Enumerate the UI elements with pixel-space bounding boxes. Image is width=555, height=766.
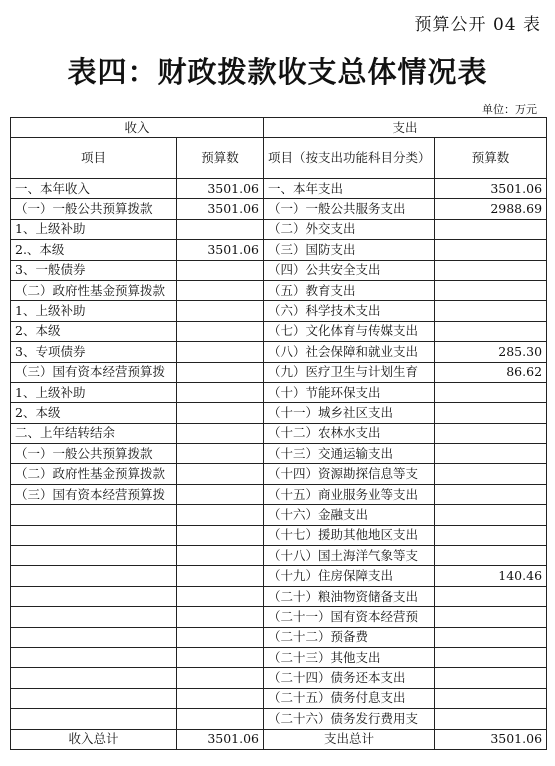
income-item-cell [11, 505, 177, 525]
income-item-cell: 1、上级补助 [11, 301, 177, 321]
expense-value-cell [435, 403, 547, 423]
income-item-cell: 3、一般债券 [11, 260, 177, 280]
expense-value-cell [435, 586, 547, 606]
table-row [11, 403, 547, 423]
expense-value-cell [435, 464, 547, 484]
expense-value-cell: 285.30 [435, 342, 547, 362]
income-value-cell: 3501.06 [177, 240, 264, 260]
expense-value-cell: 140.46 [435, 566, 547, 586]
income-item-cell [11, 546, 177, 566]
income-value-cell [177, 362, 264, 382]
expense-value-cell [435, 240, 547, 260]
table-row [11, 179, 547, 199]
income-value-cell: 3501.06 [177, 179, 264, 199]
expense-item-cell: （十二）农林水支出 [264, 423, 435, 443]
table-row [11, 342, 547, 362]
expense-item-cell: （十）节能环保支出 [264, 382, 435, 402]
income-value-cell [177, 260, 264, 280]
income-group-header: 收入 [11, 118, 264, 138]
expense-item-cell: 一、本年支出 [264, 179, 435, 199]
expense-value-cell [435, 301, 547, 321]
income-value-cell [177, 280, 264, 300]
expense-item-cell: （十四）资源勘探信息等支 [264, 464, 435, 484]
expense-value-cell [435, 484, 547, 504]
income-item-cell [11, 688, 177, 708]
expense-value-cell [435, 607, 547, 627]
expense-total-value: 3501.06 [435, 729, 547, 749]
expense-item-header: 项目（按支出功能科目分类） [264, 138, 435, 179]
table-row [11, 464, 547, 484]
table-row [11, 280, 547, 300]
table-row [11, 668, 547, 688]
income-value-cell [177, 688, 264, 708]
income-item-cell: 2、本级 [11, 403, 177, 423]
expense-item-cell: （十五）商业服务业等支出 [264, 484, 435, 504]
expense-value-cell [435, 260, 547, 280]
table-row [11, 709, 547, 729]
table-row [11, 546, 547, 566]
expense-budget-header: 预算数 [435, 138, 547, 179]
table-row [11, 240, 547, 260]
expense-item-cell: （二十）粮油物资储备支出 [264, 586, 435, 606]
table-row [11, 647, 547, 667]
income-item-cell [11, 709, 177, 729]
income-value-cell [177, 484, 264, 504]
expense-item-cell: （十一）城乡社区支出 [264, 403, 435, 423]
expense-item-cell: （五）教育支出 [264, 280, 435, 300]
income-value-cell [177, 321, 264, 341]
income-item-cell: 2.、本级 [11, 240, 177, 260]
table-row [11, 607, 547, 627]
expense-item-cell: （二十二）预备费 [264, 627, 435, 647]
expense-value-cell [435, 647, 547, 667]
table-row [11, 362, 547, 382]
expense-item-cell: （二十六）债务发行费用支 [264, 709, 435, 729]
income-item-cell [11, 586, 177, 606]
expense-value-cell [435, 709, 547, 729]
income-item-cell: 2、本级 [11, 321, 177, 341]
income-item-cell [11, 627, 177, 647]
income-value-cell [177, 668, 264, 688]
expense-item-cell: （十三）交通运输支出 [264, 444, 435, 464]
income-budget-header: 预算数 [177, 138, 264, 179]
income-value-cell [177, 709, 264, 729]
budget-table [10, 117, 547, 750]
expense-group-header: 支出 [264, 118, 547, 138]
table-row [11, 260, 547, 280]
expense-value-cell [435, 505, 547, 525]
total-row [11, 729, 547, 749]
expense-item-cell: （二十三）其他支出 [264, 647, 435, 667]
income-item-cell [11, 525, 177, 545]
expense-value-cell [435, 546, 547, 566]
income-value-cell [177, 586, 264, 606]
income-value-cell [177, 525, 264, 545]
expense-value-cell [435, 627, 547, 647]
income-item-header: 项目 [11, 138, 177, 179]
expense-item-cell: （十七）援助其他地区支出 [264, 525, 435, 545]
table-row [11, 423, 547, 443]
income-item-cell [11, 668, 177, 688]
expense-item-cell: （四）公共安全支出 [264, 260, 435, 280]
income-item-cell: （一）一般公共预算拨款 [11, 199, 177, 219]
income-value-cell [177, 566, 264, 586]
expense-value-cell [435, 668, 547, 688]
income-total-value: 3501.06 [177, 729, 264, 749]
income-item-cell [11, 647, 177, 667]
income-item-cell: 二、上年结转结余 [11, 423, 177, 443]
expense-value-cell [435, 688, 547, 708]
income-value-cell [177, 219, 264, 239]
table-row [11, 688, 547, 708]
table-row [11, 321, 547, 341]
expense-item-cell: （七）文化体育与传媒支出 [264, 321, 435, 341]
column-header-row [11, 138, 547, 179]
income-total-label: 收入总计 [11, 729, 177, 749]
expense-value-cell [435, 321, 547, 341]
table-row [11, 586, 547, 606]
income-item-cell: 1、上级补助 [11, 219, 177, 239]
table-row [11, 199, 547, 219]
income-item-cell: （一）一般公共预算拨款 [11, 444, 177, 464]
expense-value-cell: 86.62 [435, 362, 547, 382]
income-value-cell [177, 505, 264, 525]
document-number: 预算公开 04 表 [414, 15, 541, 35]
income-value-cell [177, 627, 264, 647]
table-row [11, 525, 547, 545]
income-item-cell: 3、专项债券 [11, 342, 177, 362]
expense-item-cell: （二）外交支出 [264, 219, 435, 239]
expense-item-cell: （六）科学技术支出 [264, 301, 435, 321]
income-value-cell: 3501.06 [177, 199, 264, 219]
expense-item-cell: （十九）住房保障支出 [264, 566, 435, 586]
income-value-cell [177, 607, 264, 627]
expense-item-cell: （二十五）债务付息支出 [264, 688, 435, 708]
table-row [11, 444, 547, 464]
table-row [11, 301, 547, 321]
income-value-cell [177, 301, 264, 321]
expense-item-cell: （二十四）债务还本支出 [264, 668, 435, 688]
income-value-cell [177, 464, 264, 484]
income-value-cell [177, 423, 264, 443]
expense-value-cell [435, 382, 547, 402]
table-body [11, 179, 547, 730]
expense-value-cell [435, 444, 547, 464]
expense-value-cell: 3501.06 [435, 179, 547, 199]
income-item-cell: 1、上级补助 [11, 382, 177, 402]
expense-total-label: 支出总计 [264, 729, 435, 749]
income-item-cell [11, 566, 177, 586]
income-value-cell [177, 342, 264, 362]
table-row [11, 382, 547, 402]
group-header-row [11, 118, 547, 138]
table-row [11, 484, 547, 504]
expense-item-cell: （一）一般公共服务支出 [264, 199, 435, 219]
expense-value-cell [435, 423, 547, 443]
table-row [11, 219, 547, 239]
expense-item-cell: （二十一）国有资本经营预 [264, 607, 435, 627]
income-value-cell [177, 382, 264, 402]
table-row [11, 627, 547, 647]
table-row [11, 505, 547, 525]
expense-item-cell: （八）社会保障和就业支出 [264, 342, 435, 362]
income-value-cell [177, 546, 264, 566]
expense-item-cell: （十八）国土海洋气象等支 [264, 546, 435, 566]
income-item-cell: 一、本年收入 [11, 179, 177, 199]
expense-value-cell [435, 280, 547, 300]
expense-item-cell: （九）医疗卫生与计划生育 [264, 362, 435, 382]
income-item-cell [11, 607, 177, 627]
income-item-cell: （三）国有资本经营预算拨 [11, 362, 177, 382]
income-value-cell [177, 444, 264, 464]
page-title: 表四：财政拨款收支总体情况表 [67, 55, 488, 89]
expense-item-cell: （十六）金融支出 [264, 505, 435, 525]
expense-item-cell: （三）国防支出 [264, 240, 435, 260]
unit-label: 单位：万元 [482, 103, 537, 116]
expense-value-cell [435, 525, 547, 545]
income-item-cell: （二）政府性基金预算拨款 [11, 464, 177, 484]
expense-value-cell [435, 219, 547, 239]
income-value-cell [177, 647, 264, 667]
income-item-cell: （三）国有资本经营预算拨 [11, 484, 177, 504]
income-item-cell: （二）政府性基金预算拨款 [11, 280, 177, 300]
income-value-cell [177, 403, 264, 423]
table-row [11, 566, 547, 586]
expense-value-cell: 2988.69 [435, 199, 547, 219]
